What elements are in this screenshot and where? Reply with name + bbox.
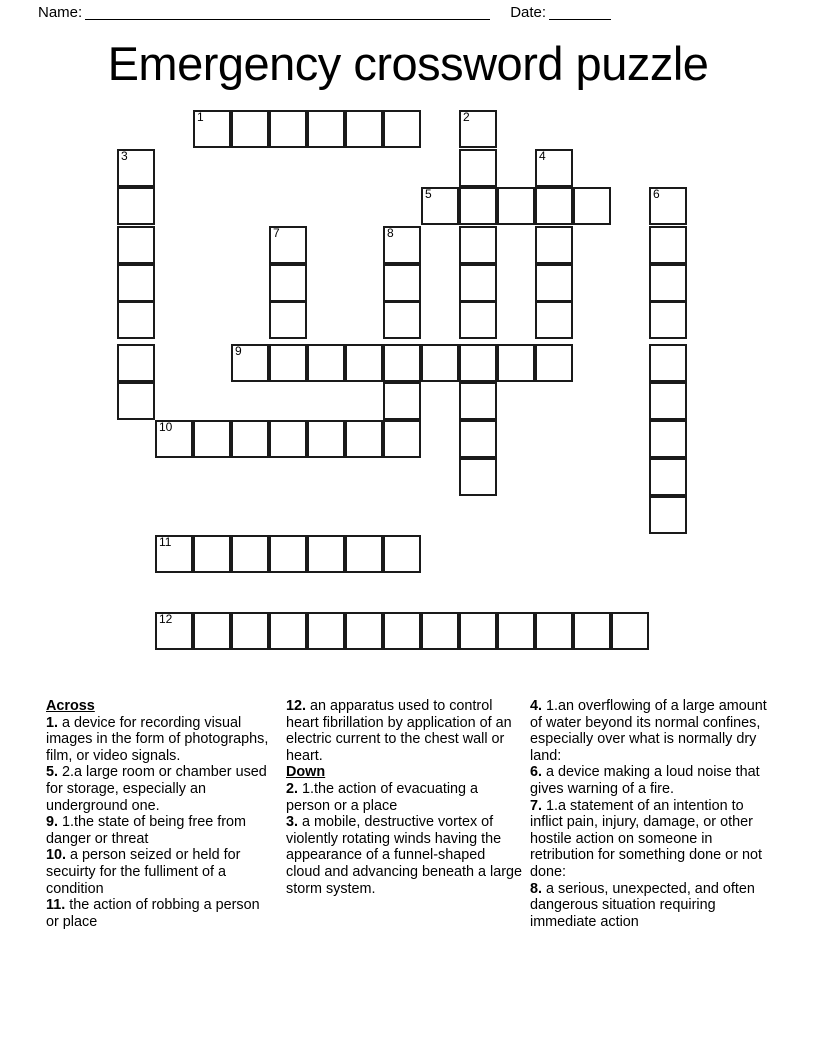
cell-number-4: 4	[539, 149, 546, 163]
crossword-cell[interactable]	[421, 612, 459, 650]
clue-number: 1.	[46, 714, 59, 731]
crossword-cell[interactable]	[383, 226, 421, 264]
date-label: Date:	[510, 4, 547, 21]
crossword-cell[interactable]	[269, 420, 307, 458]
crossword-cell[interactable]	[383, 420, 421, 458]
crossword-cell[interactable]	[459, 264, 497, 302]
clues-column-2	[286, 698, 523, 897]
crossword-cell[interactable]	[459, 301, 497, 339]
cell-number-6: 6	[653, 187, 660, 201]
crossword-cell[interactable]	[649, 382, 687, 420]
clue-number: 7.	[530, 797, 543, 814]
clue-text: an apparatus used to control heart fibrillation by application of an electric current to the chest wall or heart.	[286, 698, 512, 764]
crossword-cell[interactable]	[383, 301, 421, 339]
page-title: Emergency crossword puzzle	[107, 37, 709, 90]
crossword-cell[interactable]	[117, 344, 155, 382]
crossword-cell[interactable]	[117, 264, 155, 302]
clue-text: 1.the state of being free from danger or threat	[46, 814, 247, 847]
crossword-cell[interactable]	[459, 149, 497, 187]
crossword-cell[interactable]	[117, 301, 155, 339]
crossword-cell[interactable]	[307, 344, 345, 382]
crossword-cell[interactable]	[193, 612, 231, 650]
crossword-cell[interactable]	[231, 344, 269, 382]
crossword-cell[interactable]	[193, 535, 231, 573]
crossword-cell[interactable]	[649, 301, 687, 339]
crossword-cell[interactable]	[383, 612, 421, 650]
crossword-cell[interactable]	[269, 110, 307, 148]
crossword-cell[interactable]	[345, 535, 383, 573]
clues-section	[0, 698, 816, 998]
crossword-cell[interactable]	[155, 420, 193, 458]
clue-text: the action of robbing a person or place	[46, 897, 260, 930]
crossword-cell[interactable]	[345, 420, 383, 458]
crossword-cell[interactable]	[345, 110, 383, 148]
crossword-cell[interactable]	[231, 612, 269, 650]
crossword-cell[interactable]	[459, 226, 497, 264]
clue-text: 2.a large room or chamber used for storage, especially an underground one.	[46, 764, 267, 814]
cell-number-8: 8	[387, 226, 394, 240]
crossword-cell[interactable]	[383, 535, 421, 573]
cell-number-9: 9	[235, 344, 242, 358]
cell-number-10: 10	[159, 420, 173, 434]
crossword-cell[interactable]	[269, 612, 307, 650]
name-label: Name:	[38, 4, 83, 21]
crossword-cell[interactable]	[345, 612, 383, 650]
crossword-cell[interactable]	[269, 226, 307, 264]
crossword-cell[interactable]	[649, 226, 687, 264]
clue-entry	[46, 847, 270, 897]
clue-number: 6.	[530, 764, 543, 781]
crossword-cell[interactable]	[307, 110, 345, 148]
cell-number-12: 12	[159, 612, 173, 626]
crossword-cell[interactable]	[459, 458, 497, 496]
clue-number: 5.	[46, 764, 59, 781]
crossword-cell[interactable]	[307, 420, 345, 458]
crossword-cell[interactable]	[535, 264, 573, 302]
crossword-cell[interactable]	[459, 420, 497, 458]
crossword-cell[interactable]	[535, 226, 573, 264]
clue-text: a serious, unexpected, and often dangerous situation requiring immediate action	[530, 880, 755, 930]
cell-number-7: 7	[273, 226, 280, 240]
crossword-cell[interactable]	[231, 535, 269, 573]
crossword-cell[interactable]	[535, 149, 573, 187]
crossword-cell[interactable]	[155, 612, 193, 650]
clue-number: 12.	[286, 698, 307, 714]
crossword-cell[interactable]	[573, 187, 611, 225]
crossword-cell[interactable]	[535, 187, 573, 225]
cell-number-5: 5	[425, 187, 432, 201]
crossword-cell[interactable]	[383, 382, 421, 420]
crossword-cell[interactable]	[535, 344, 573, 382]
crossword-cell[interactable]	[459, 187, 497, 225]
across-heading: Across	[46, 698, 95, 714]
clue-number: 8.	[530, 880, 543, 897]
crossword-cell[interactable]	[117, 149, 155, 187]
clue-entry	[530, 764, 773, 797]
crossword-cell[interactable]	[573, 612, 611, 650]
clue-text: a mobile, destructive vortex of violently rotating winds having the appearance of a funnel-shaped cloud and advancing beneath a large storm system.	[286, 814, 523, 897]
cell-number-2: 2	[463, 110, 470, 124]
clue-number: 4.	[530, 698, 543, 714]
crossword-cell[interactable]	[421, 344, 459, 382]
clue-text: 1.an overflowing of a large amount of water beyond its normal confines, especially over what is normally dry land:	[530, 698, 767, 764]
cell-number-1: 1	[197, 110, 204, 124]
crossword-cell[interactable]	[307, 535, 345, 573]
clue-entry	[286, 814, 523, 897]
crossword-cell[interactable]	[459, 344, 497, 382]
crossword-cell[interactable]	[649, 187, 687, 225]
crossword-cell[interactable]	[649, 458, 687, 496]
clue-entry	[286, 698, 523, 764]
clue-number: 2.	[286, 780, 299, 797]
clue-text: 1.a statement of an intention to inflict pain, injury, damage, or other hostile action on someone in retribution for something done or not done:	[530, 797, 762, 880]
clue-text: a device for recording visual images in the form of photographs, film, or video signals.	[46, 714, 269, 764]
cell-number-3: 3	[121, 149, 128, 163]
clue-entry	[286, 781, 523, 814]
crossword-cell[interactable]	[649, 420, 687, 458]
crossword-cell[interactable]	[231, 420, 269, 458]
clue-text: a device making a loud noise that gives warning of a fire.	[530, 764, 760, 797]
crossword-cell[interactable]	[383, 344, 421, 382]
clue-text: 1.the action of evacuating a person or a place	[286, 780, 479, 814]
clue-entry	[530, 698, 773, 764]
crossword-cell[interactable]	[193, 110, 231, 148]
clue-entry	[46, 715, 270, 765]
clue-entry	[46, 897, 270, 930]
clue-entry	[530, 881, 773, 931]
crossword-cell[interactable]	[649, 496, 687, 534]
clues-column-1	[46, 698, 270, 930]
crossword-cell[interactable]	[193, 420, 231, 458]
crossword-cell[interactable]	[421, 187, 459, 225]
crossword-cell[interactable]	[117, 226, 155, 264]
crossword-cell[interactable]	[535, 301, 573, 339]
crossword-cell[interactable]	[117, 382, 155, 420]
crossword-cell[interactable]	[117, 187, 155, 225]
crossword-cell[interactable]	[497, 344, 535, 382]
cell-number-11: 11	[159, 535, 172, 549]
crossword-cell[interactable]	[535, 612, 573, 650]
crossword-cell[interactable]	[383, 110, 421, 148]
crossword-cell[interactable]	[497, 187, 535, 225]
crossword-cell[interactable]	[345, 344, 383, 382]
crossword-cell[interactable]	[649, 344, 687, 382]
clue-number: 10.	[46, 847, 67, 864]
crossword-cell[interactable]	[269, 264, 307, 302]
crossword-cell[interactable]	[459, 612, 497, 650]
crossword-cell[interactable]	[269, 301, 307, 339]
crossword-cell[interactable]	[459, 382, 497, 420]
clue-number: 3.	[286, 814, 299, 831]
crossword-cell[interactable]	[269, 535, 307, 573]
crossword-cell[interactable]	[155, 535, 193, 573]
down-heading: Down	[286, 764, 326, 781]
crossword-cell[interactable]	[497, 612, 535, 650]
crossword-cell[interactable]	[307, 612, 345, 650]
clue-text: a person seized or held for secuirty for the fulliment of a condition	[46, 847, 241, 897]
crossword-cell[interactable]	[649, 264, 687, 302]
crossword-cell[interactable]	[611, 612, 649, 650]
crossword-cell[interactable]	[269, 344, 307, 382]
clue-number: 11.	[46, 897, 66, 914]
clues-column-3	[530, 698, 773, 930]
clue-entry	[530, 798, 773, 881]
clue-entry	[46, 764, 270, 814]
clue-entry	[46, 814, 270, 847]
crossword-cell[interactable]	[383, 264, 421, 302]
clue-number: 9.	[46, 814, 59, 831]
crossword-cell[interactable]	[459, 110, 497, 148]
crossword-cell[interactable]	[231, 110, 269, 148]
